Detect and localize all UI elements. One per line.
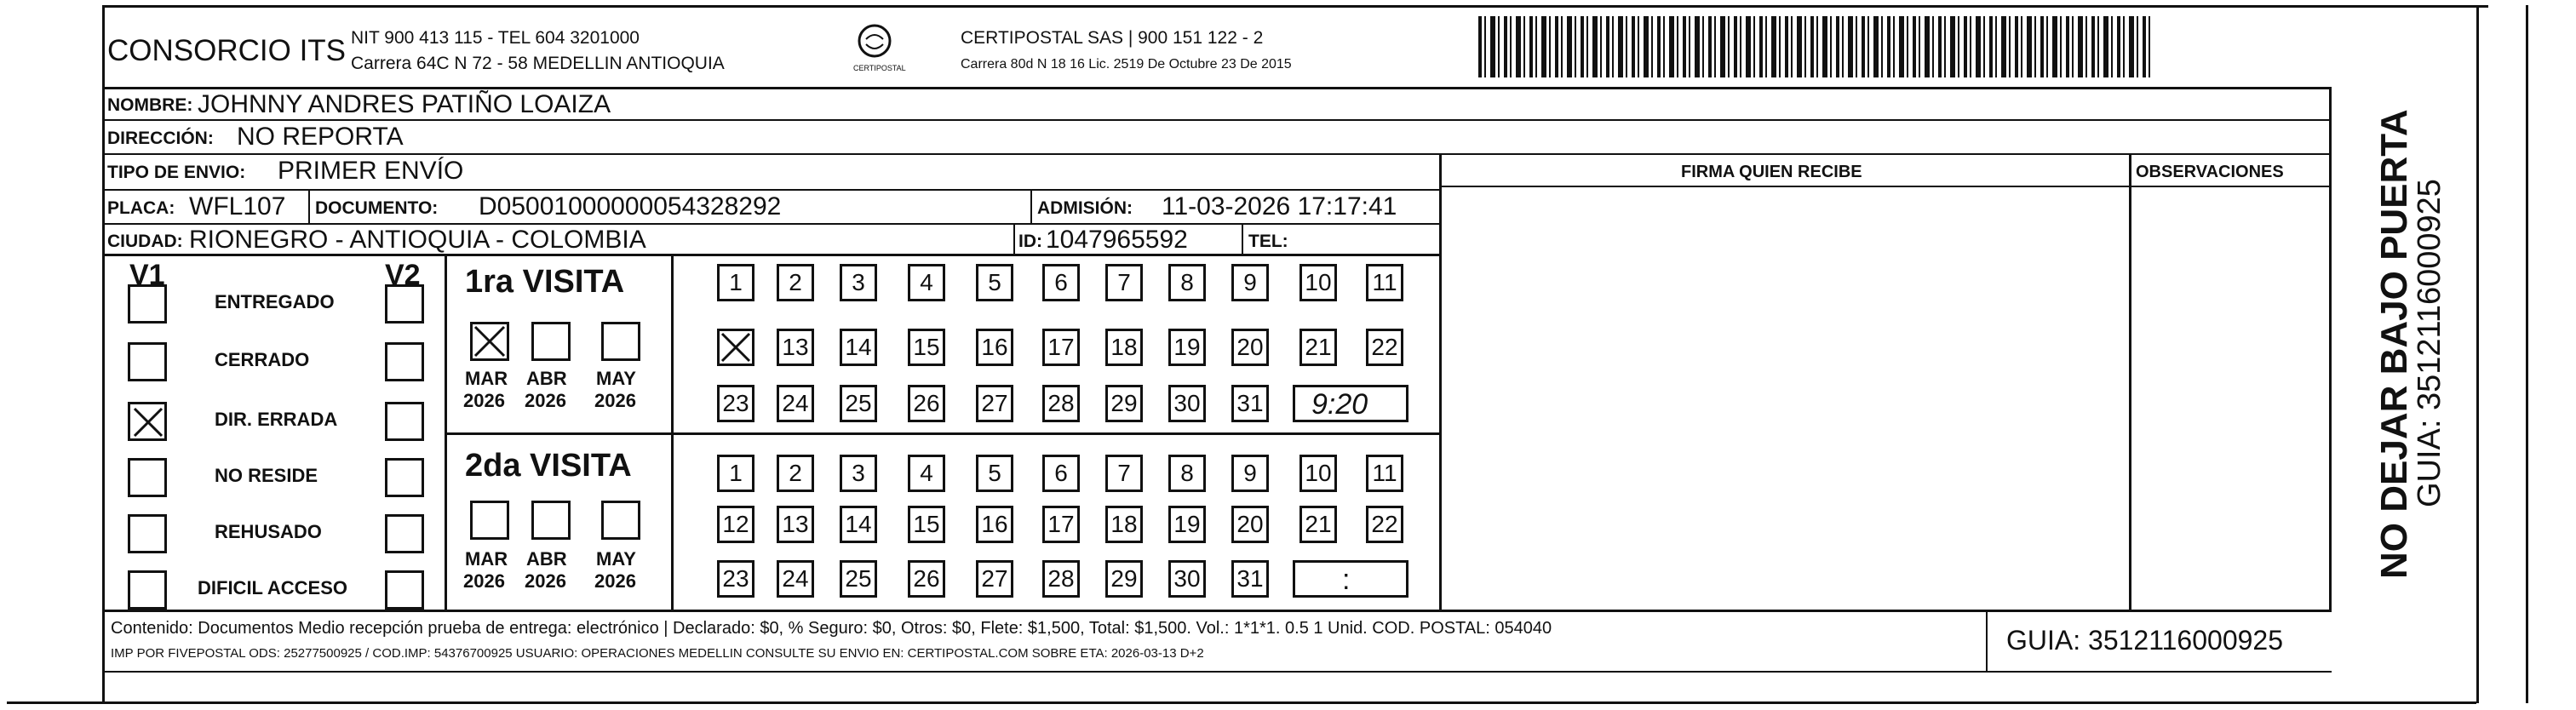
rule-5: [104, 223, 1441, 225]
contenido-text: Contenido: Documentos Medio recepción prueba de entrega: electrónico | Declarado: $0, % Seguro: $0, Otros: $0, Flete: $1,500, Total: $1,500. Vol.: 1*1*1. 0.5 1 Unid. COD. POSTAL: 054040: [111, 619, 1552, 638]
visit2-time-value: :: [1342, 564, 1351, 596]
doc-left-rule: [308, 189, 310, 223]
placa-label: PLACA:: [107, 198, 175, 218]
visit2-day-16[interactable]: 16: [976, 506, 1013, 543]
rule-2: [104, 119, 2332, 121]
visit2-day-31[interactable]: 31: [1231, 560, 1269, 598]
visit-divider: [446, 432, 1439, 435]
visit1-day-13[interactable]: 13: [777, 329, 814, 366]
footer-guia: GUIA: 3512116000925: [2006, 625, 2283, 656]
direccion-label: DIRECCIÓN:: [107, 129, 214, 148]
v1-check-mark: [131, 405, 165, 439]
v2-checkbox-entregado[interactable]: [385, 284, 424, 324]
status-label-rehusado: REHUSADO: [215, 521, 322, 542]
status-label-dir-errada: DIR. ERRADA: [215, 409, 338, 430]
visit2-day-22[interactable]: 22: [1366, 506, 1403, 543]
visit2-day-26[interactable]: 26: [908, 560, 945, 598]
rule-col-head: [1441, 186, 2332, 187]
month-year: 2026: [525, 390, 566, 411]
rule-4: [104, 189, 1441, 191]
visit2-time-box[interactable]: [1293, 560, 1408, 598]
visit1-day-22[interactable]: 22: [1366, 329, 1403, 366]
visit1-month-box-abr[interactable]: [531, 322, 571, 361]
company-name: CONSORCIO ITS: [107, 34, 347, 67]
visit1-month-box-may[interactable]: [601, 322, 640, 361]
side-guia: GUIA: 3512116000925: [2412, 179, 2447, 507]
visit2-day-3[interactable]: 3: [840, 455, 877, 492]
far-right-edge: [2526, 5, 2528, 703]
right-edge: [2476, 5, 2479, 703]
status-label-cerrado: CERRADO: [215, 349, 310, 370]
tel-label: TEL:: [1248, 232, 1288, 251]
firma-left-rule: [1439, 153, 1442, 611]
v1-checkbox-entregado[interactable]: [128, 284, 167, 324]
imp-text: IMP POR FIVEPOSTAL ODS: 25277500925 / COD.IMP: 54376700925 USUARIO: OPERACIONES MEDELLIN CONSULTE SU ENVIO EN: CERTIPOSTAL.COM SOBRE ETA: 2026-03-13 D+2: [111, 646, 1204, 661]
visit1-day-20[interactable]: 20: [1231, 329, 1269, 366]
rule-1: [104, 87, 2332, 89]
visit2-month-box-mar[interactable]: [470, 501, 509, 540]
ciudad-value: RIONEGRO - ANTIOQUIA - COLOMBIA: [189, 226, 646, 254]
visit2-day-21[interactable]: 21: [1299, 506, 1337, 543]
visit2-day-12[interactable]: 12: [717, 506, 754, 543]
visit2-day-15[interactable]: 15: [908, 506, 945, 543]
visit1-day-check-mark: [719, 330, 753, 364]
visit1-day-6[interactable]: 6: [1042, 264, 1080, 301]
v1-checkbox-no-reside[interactable]: [128, 458, 167, 497]
month-label: ABR: [526, 548, 567, 570]
observaciones-header: OBSERVACIONES: [2136, 163, 2284, 181]
v1-checkbox-rehusado[interactable]: [128, 514, 167, 553]
visit2-day-9[interactable]: 9: [1231, 455, 1269, 492]
v1-label: V1: [129, 259, 165, 291]
nombre-label: NOMBRE:: [107, 95, 193, 115]
month-year: 2026: [525, 570, 566, 592]
month-year: 2026: [594, 390, 636, 411]
guia-footer-rule: [1986, 611, 1988, 673]
visit1-day-9[interactable]: 9: [1231, 264, 1269, 301]
footer-bottom-rule: [104, 671, 2332, 673]
visit2-day-17[interactable]: 17: [1042, 506, 1080, 543]
nombre-value: JOHNNY ANDRES PATIÑO LOAIZA: [198, 90, 611, 118]
month-label: MAR: [465, 368, 508, 389]
visit2-month-box-may[interactable]: [601, 501, 640, 540]
visit1-day-27[interactable]: 27: [976, 385, 1013, 422]
visit2-day-7[interactable]: 7: [1105, 455, 1143, 492]
visit1-day-26[interactable]: 26: [908, 385, 945, 422]
form-left-border: [102, 5, 105, 703]
visit2-day-30[interactable]: 30: [1168, 560, 1206, 598]
rule-footer-top: [104, 610, 2332, 612]
visit1-day-16[interactable]: 16: [976, 329, 1013, 366]
visit2-day-10[interactable]: 10: [1299, 455, 1337, 492]
company-nit: NIT 900 413 115 - TEL 604 3201000: [351, 28, 640, 48]
visit1-day-18[interactable]: 18: [1105, 329, 1143, 366]
visit2-day-23[interactable]: 23: [717, 560, 754, 598]
visit2-day-1[interactable]: 1: [717, 455, 754, 492]
v2-checkbox-no-reside[interactable]: [385, 458, 424, 497]
visit1-day-1[interactable]: 1: [717, 264, 754, 301]
visit2-day-29[interactable]: 29: [1105, 560, 1143, 598]
visit2-day-14[interactable]: 14: [840, 506, 877, 543]
v2-checkbox-cerrado[interactable]: [385, 342, 424, 381]
month-label: MAY: [596, 368, 636, 389]
v1-checkbox-dificil-acceso[interactable]: [128, 570, 167, 610]
carrier-address: Carrera 80d N 18 16 Lic. 2519 De Octubre 23 De 2015: [961, 57, 1292, 72]
visit2-day-19[interactable]: 19: [1168, 506, 1206, 543]
placa-value: WFL107: [189, 192, 286, 220]
v2-checkbox-rehusado[interactable]: [385, 514, 424, 553]
visit2-month-box-abr[interactable]: [531, 501, 571, 540]
barcode: [1478, 16, 2153, 77]
visit2-day-18[interactable]: 18: [1105, 506, 1143, 543]
visit1-day-10[interactable]: 10: [1299, 264, 1337, 301]
visit1-day-25[interactable]: 25: [840, 385, 877, 422]
visit1-day-19[interactable]: 19: [1168, 329, 1206, 366]
id-label: ID:: [1018, 232, 1042, 251]
visit2-day-28[interactable]: 28: [1042, 560, 1080, 598]
month-label: MAR: [465, 548, 508, 570]
visit1-day-15[interactable]: 15: [908, 329, 945, 366]
visit1-time-value: 9:20: [1311, 388, 1368, 421]
visit2-day-4[interactable]: 4: [908, 455, 945, 492]
visit2-day-8[interactable]: 8: [1168, 455, 1206, 492]
form-bottom-border: [7, 701, 2476, 704]
visit2-day-11[interactable]: 11: [1366, 455, 1403, 492]
month-year: 2026: [463, 570, 505, 592]
visit2-title: 2da VISITA: [465, 448, 632, 484]
side-warning: NO DEJAR BAJO PUERTA: [2373, 109, 2415, 579]
certipostal-logo-icon: [856, 22, 893, 60]
month-year: 2026: [463, 390, 505, 411]
id-left-rule: [1013, 223, 1015, 255]
tipo-envio-label: TIPO DE ENVIO:: [107, 163, 246, 182]
visit1-day-4[interactable]: 4: [908, 264, 945, 301]
status-label-no-reside: NO RESIDE: [215, 465, 318, 486]
month-label: ABR: [526, 368, 567, 389]
id-value: 1047965592: [1046, 226, 1188, 254]
visit1-month-check-mark: [472, 324, 508, 359]
admision-left-rule: [1030, 189, 1032, 223]
visit2-day-5[interactable]: 5: [976, 455, 1013, 492]
rule-3: [104, 153, 2332, 155]
top-border: [104, 5, 2488, 8]
visit1-day-17[interactable]: 17: [1042, 329, 1080, 366]
visit1-day-28[interactable]: 28: [1042, 385, 1080, 422]
visit1-day-2[interactable]: 2: [777, 264, 814, 301]
rule-6: [104, 254, 1441, 256]
visit1-day-3[interactable]: 3: [840, 264, 877, 301]
documento-label: DOCUMENTO:: [315, 198, 439, 218]
visit2-day-24[interactable]: 24: [777, 560, 814, 598]
visit1-day-11[interactable]: 11: [1366, 264, 1403, 301]
visit2-day-2[interactable]: 2: [777, 455, 814, 492]
visit2-day-13[interactable]: 13: [777, 506, 814, 543]
firma-header: FIRMA QUIEN RECIBE: [1681, 163, 1862, 181]
documento-value: D05001000000054328292: [479, 192, 782, 220]
visit1-day-31[interactable]: 31: [1231, 385, 1269, 422]
visit2-day-6[interactable]: 6: [1042, 455, 1080, 492]
v2-label: V2: [385, 259, 421, 291]
obs-left-rule: [2129, 153, 2131, 611]
company-address: Carrera 64C N 72 - 58 MEDELLIN ANTIOQUIA: [351, 54, 725, 73]
tipo-envio-value: PRIMER ENVÍO: [278, 157, 464, 185]
visit2-day-20[interactable]: 20: [1231, 506, 1269, 543]
admision-label: ADMISIÓN:: [1037, 198, 1133, 218]
status-label-dificil-acceso: DIFICIL ACCESO: [198, 577, 348, 598]
visit1-title: 1ra VISITA: [465, 264, 625, 300]
v2-checkbox-dificil-acceso[interactable]: [385, 570, 424, 610]
visit1-day-7[interactable]: 7: [1105, 264, 1143, 301]
visit2-day-27[interactable]: 27: [976, 560, 1013, 598]
month-year: 2026: [594, 570, 636, 592]
v2-checkbox-dir-errada[interactable]: [385, 402, 424, 441]
month-label: MAY: [596, 548, 636, 570]
visit1-day-24[interactable]: 24: [777, 385, 814, 422]
visit2-day-25[interactable]: 25: [840, 560, 877, 598]
visit1-day-29[interactable]: 29: [1105, 385, 1143, 422]
visit1-day-5[interactable]: 5: [976, 264, 1013, 301]
ciudad-label: CIUDAD:: [107, 232, 183, 251]
visit1-day-14[interactable]: 14: [840, 329, 877, 366]
direccion-value: NO REPORTA: [237, 123, 404, 151]
obs-right-rule: [2329, 87, 2332, 611]
visit1-day-30[interactable]: 30: [1168, 385, 1206, 422]
admision-value: 11-03-2026 17:17:41: [1162, 192, 1397, 220]
v1-checkbox-cerrado[interactable]: [128, 342, 167, 381]
visit1-day-8[interactable]: 8: [1168, 264, 1206, 301]
status-label-entregado: ENTREGADO: [215, 291, 335, 312]
carrier-name: CERTIPOSTAL SAS | 900 151 122 - 2: [961, 28, 1264, 48]
visit1-day-21[interactable]: 21: [1299, 329, 1337, 366]
visit1-day-23[interactable]: 23: [717, 385, 754, 422]
tel-left-rule: [1242, 223, 1243, 255]
certipostal-logo-text: CERTIPOSTAL: [853, 64, 906, 72]
